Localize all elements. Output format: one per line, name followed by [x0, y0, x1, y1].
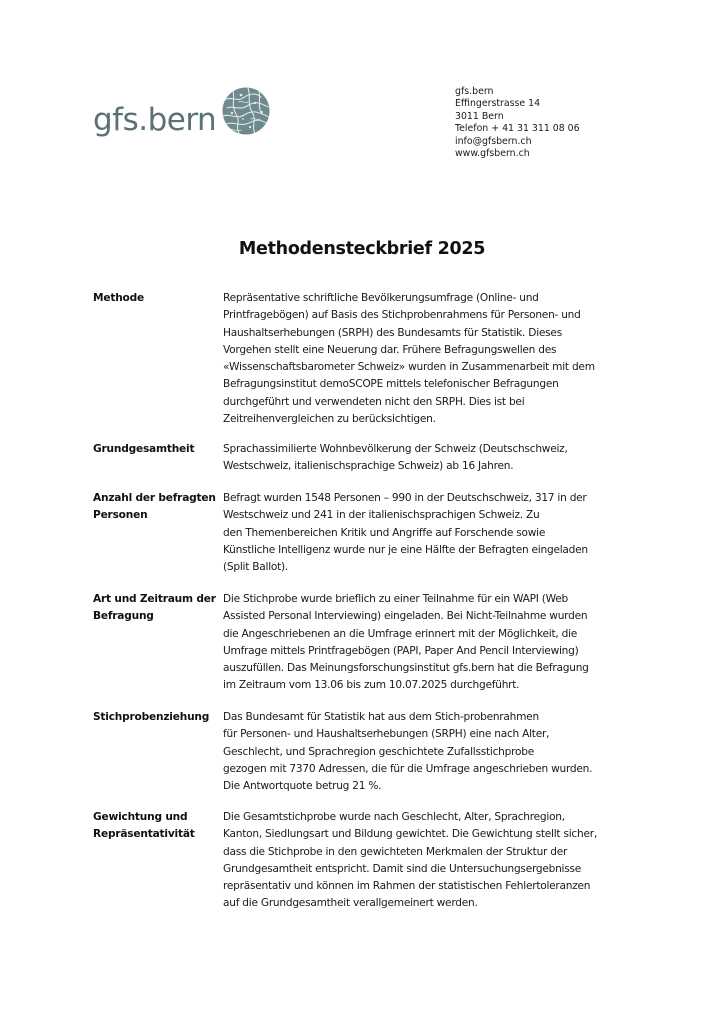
- text-line: dass die Stichprobe in den gewichteten Merkmalen der Struktur der: [223, 845, 568, 858]
- address-line: gfs.bern: [455, 86, 494, 97]
- text-line: Westschweiz und 241 in der italienischsprachigen Schweiz. Zu: [223, 509, 540, 522]
- section-label: Stichprobenziehung: [93, 711, 210, 723]
- text-line: Die Stichprobe wurde brieflich zu einer Teilnahme für ein WAPI (Web: [223, 593, 568, 605]
- text-line: auszufüllen. Das Meinungsforschungsinstitut gfs.bern hat die Befragung: [223, 662, 589, 675]
- text-line: gezogen mit 7370 Adressen, die für die Umfrage angeschrieben wurden.: [223, 762, 593, 775]
- section-text: [223, 290, 623, 428]
- logo-wordmark: gfs.bern: [93, 102, 217, 138]
- text-line: Zeitreihenvergleichen zu berücksichtigen.: [223, 413, 436, 426]
- section-label: Gewichtung und Repräsentativität: [93, 811, 195, 841]
- text-line: Vorgehen stellt eine Neuerung dar. Frühere Befragungswellen des: [223, 343, 557, 356]
- section-label: Art und Zeitraum der Befragung: [93, 593, 216, 623]
- text-line: Sprachassimilierte Wohnbevölkerung der Schweiz (Deutschschweiz,: [223, 443, 568, 455]
- address-line: Effingerstrasse 14: [455, 98, 541, 110]
- text-line: (Split Ballot).: [223, 561, 289, 574]
- text-line: Geschlecht, und Sprachregion geschichtete Zufallsstichprobe: [223, 745, 534, 758]
- text-line: den Themenbereichen Kritik und Angriffe auf Forschende sowie: [223, 526, 546, 539]
- text-line: Befragt wurden 1548 Personen – 990 in der Deutschschweiz, 317 in der: [223, 492, 587, 504]
- text-line: Das Bundesamt für Statistik hat aus dem Stich-probenrahmen: [223, 711, 539, 723]
- text-line: Grundgesamtheit entspricht. Damit sind die Untersuchungsergebnisse: [223, 862, 582, 875]
- text-line: Kanton, Siedlungsart und Bildung gewichtet. Die Gewichtung stellt sicher,: [223, 828, 597, 841]
- text-line: repräsentativ und können im Rahmen der statistischen Fehlertoleranzen: [223, 880, 591, 893]
- gfs-bern-logo: [93, 86, 275, 148]
- text-line: Repräsentative schriftliche Bevölkerungsumfrage (Online- und: [223, 292, 539, 304]
- text-line: im Zeitraum vom 13.06 bis zum 10.07.2025 durchgeführt.: [223, 679, 520, 692]
- section-label: Grundgesamtheit: [93, 443, 195, 455]
- document-title: Methodensteckbrief 2025: [238, 239, 486, 259]
- text-line: Die Gesamtstichprobe wurde nach Geschlecht, Alter, Sprachregion,: [223, 811, 565, 823]
- section-label: Methode: [93, 292, 144, 304]
- text-line: Westschweiz, italienischsprachige Schweiz) ab 16 Jahren.: [223, 460, 514, 473]
- text-line: Die Antwortquote betrug 21 %.: [223, 780, 382, 793]
- sender-address: [455, 86, 580, 160]
- address-line: 3011 Bern: [455, 110, 504, 122]
- section-text: [223, 809, 623, 913]
- text-line: Künstliche Intelligenz wurde nur je eine Hälfte der Befragten eingeladen: [223, 543, 588, 556]
- section-label: Anzahl der befragten Personen: [93, 492, 216, 522]
- text-line: Haushaltserhebungen (SRPH) des Bundesamts für Statistik. Dieses: [223, 326, 562, 339]
- text-line: für Personen- und Haushaltserhebungen (SRPH) eine nach Alter,: [223, 728, 550, 741]
- text-line: durchgeführt und verwendeten nicht den SRPH. Dies ist bei: [223, 395, 525, 408]
- text-line: Printfragebögen) auf Basis des Stichprobenrahmens für Personen- und: [223, 309, 581, 322]
- section-text: [223, 709, 623, 795]
- globe-logo-icon: [221, 86, 271, 136]
- section-text: [223, 441, 623, 476]
- section-text: [223, 591, 623, 695]
- text-line: auf die Grundgesamtheit verallgemeinert werden.: [223, 897, 478, 910]
- address-phone: Telefon + 41 31 311 08 06: [455, 123, 580, 135]
- text-line: «Wissenschaftsbarometer Schweiz» wurden in Zusammenarbeit mit dem: [223, 361, 595, 374]
- text-line: die Angeschriebenen an die Umfrage erinnert mit der Möglichkeit, die: [223, 627, 578, 640]
- address-email: info@gfsbern.ch: [455, 135, 532, 147]
- address-website: www.gfsbern.ch: [455, 148, 530, 160]
- text-line: Assisted Personal Interviewing) eingeladen. Bei Nicht-Teilnahme wurden: [223, 610, 588, 623]
- text-line: Umfrage mittels Printfragebögen (PAPI, Paper And Pencil Interviewing): [223, 644, 579, 657]
- text-line: Befragungsinstitut demoSCOPE mittels telefonischer Befragungen: [223, 378, 559, 391]
- section-text: [223, 490, 623, 576]
